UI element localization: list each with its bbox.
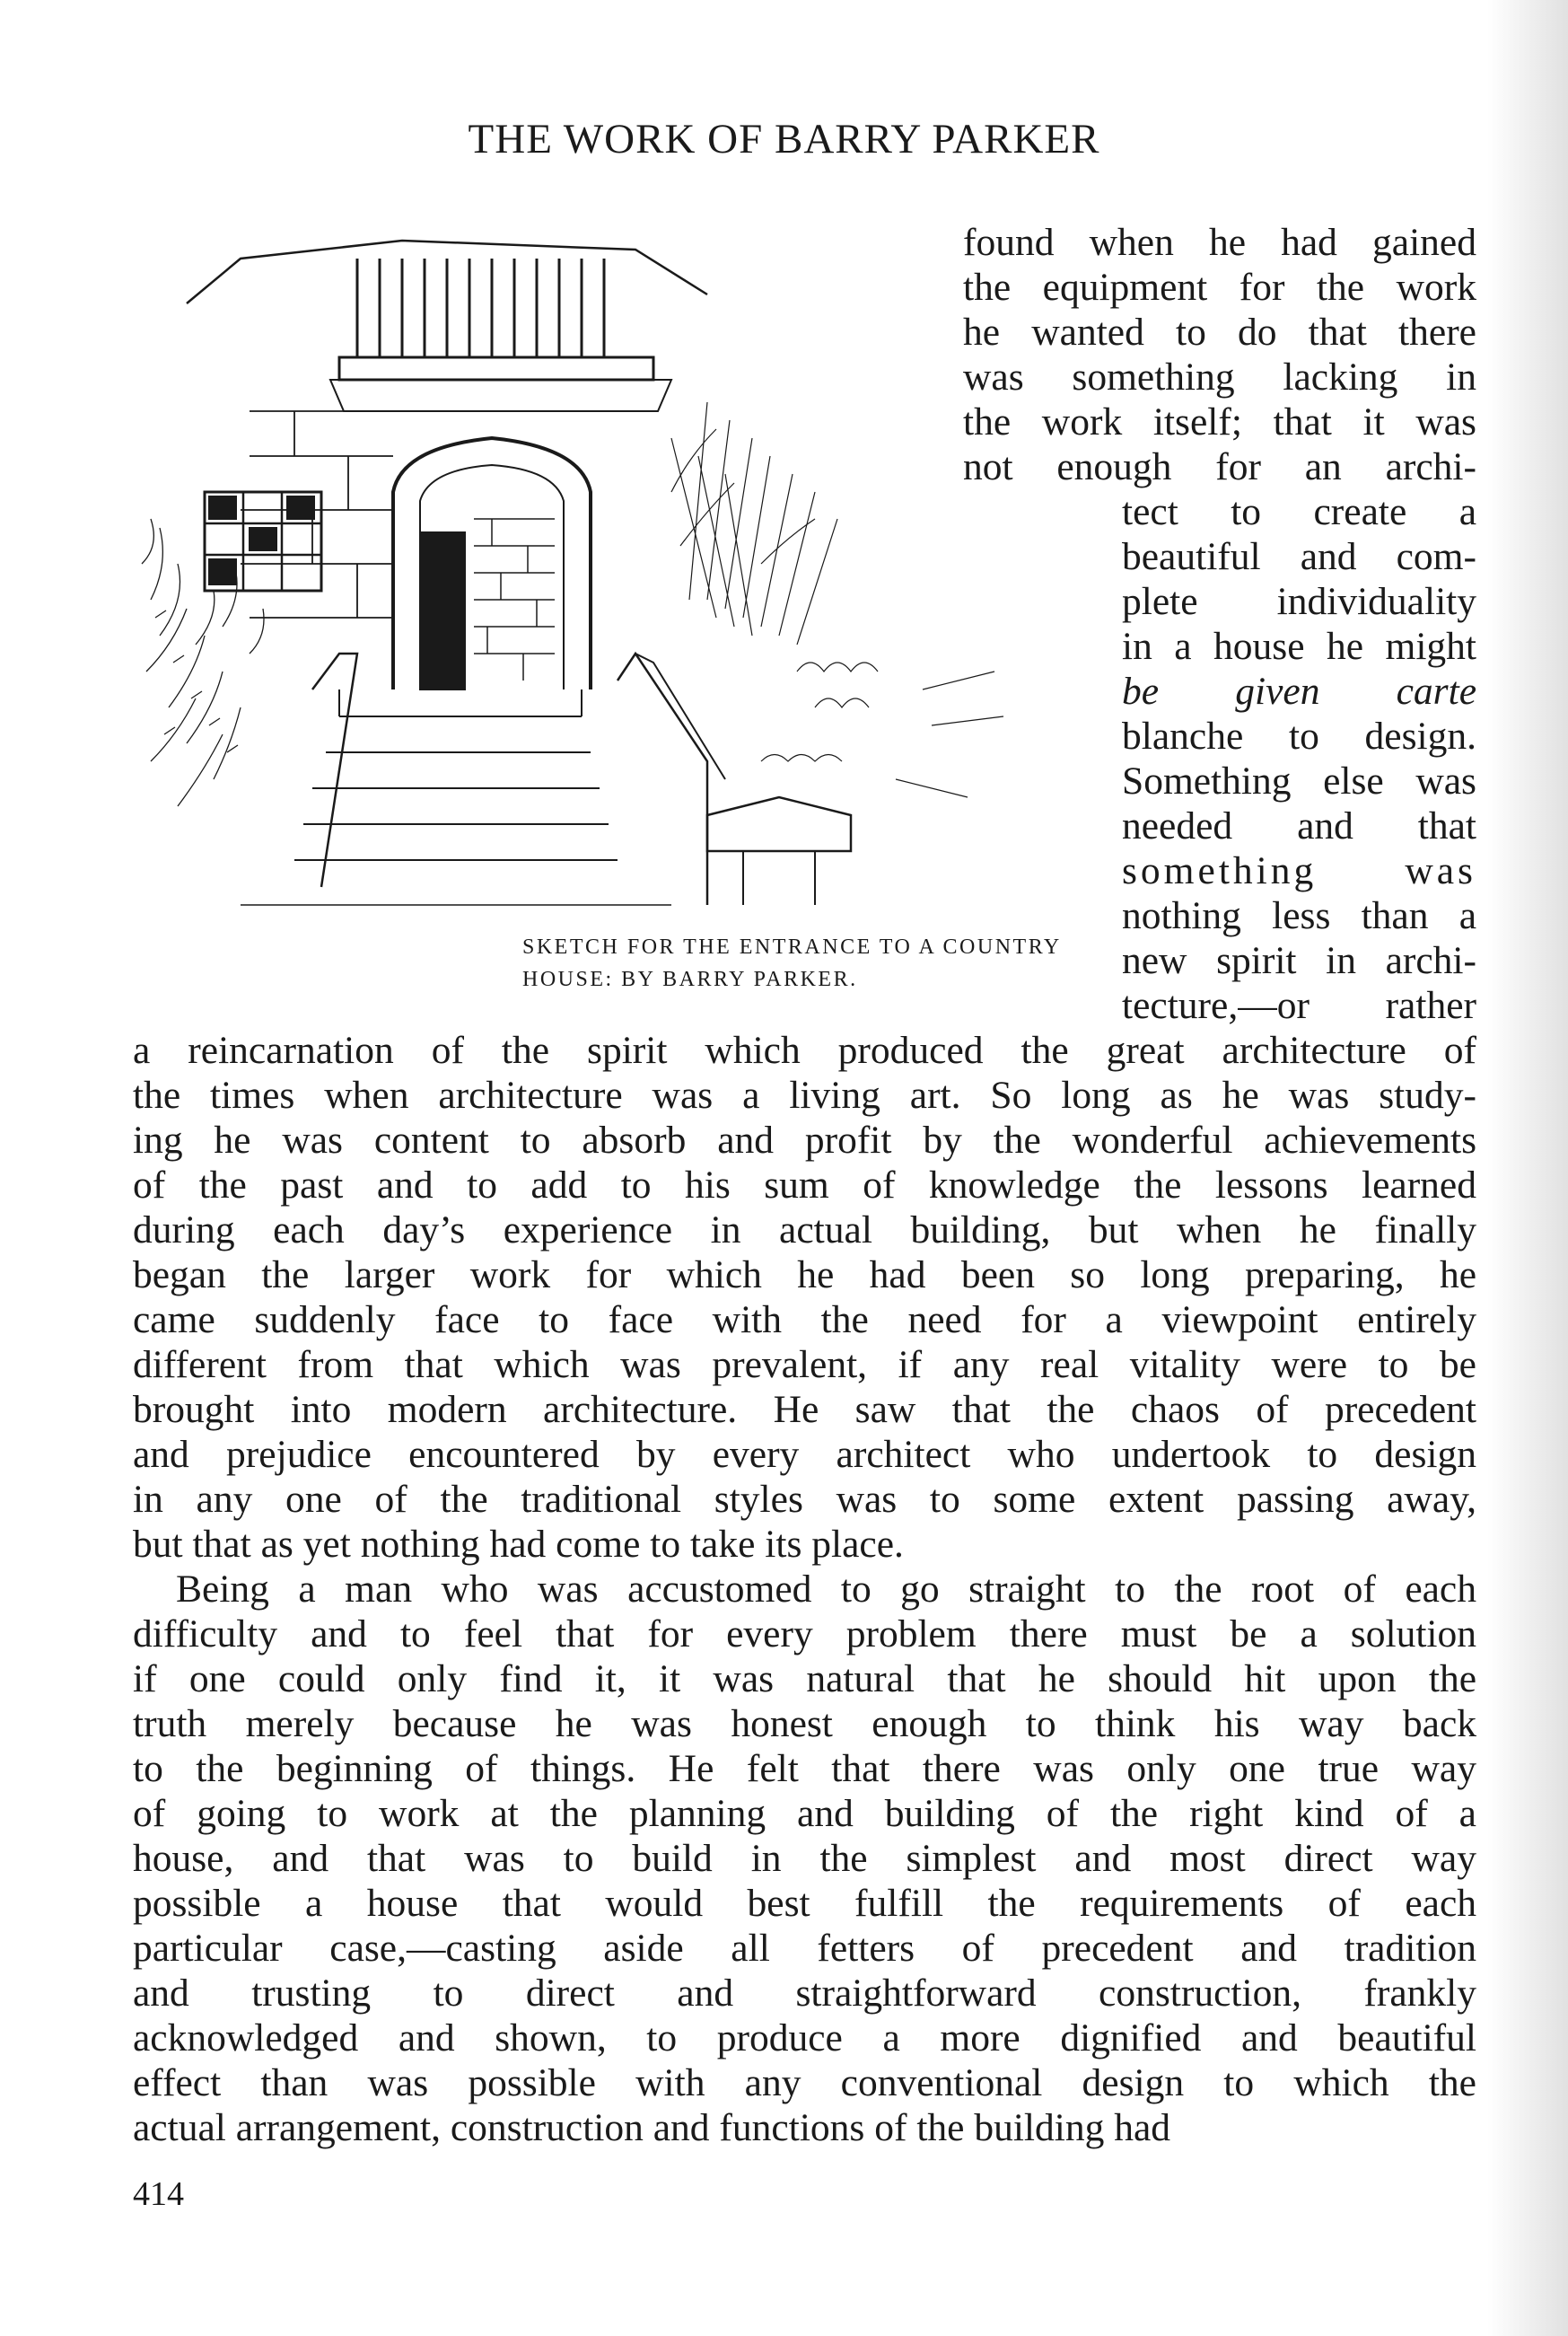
text-line: nothing less than a — [1122, 894, 1476, 937]
text-line: not enough for an archi- — [963, 445, 1476, 488]
text-line: of going to work at the planning and building of the right kind of a — [133, 1792, 1476, 1835]
text-line: something was — [1122, 849, 1476, 892]
text-line: possible a house that would best fulfill the requirements of each — [133, 1882, 1476, 1925]
caption-line: SKETCH FOR THE ENTRANCE TO A COUNTRY — [522, 935, 1062, 959]
text-line: be given carte — [1122, 670, 1476, 713]
text-line: effect than was possible with any conventional design to which the — [133, 2061, 1476, 2104]
text-line: house, and that was to build in the simplest and most direct way — [133, 1837, 1476, 1880]
text-line: the times when architecture was a living art. So long as he was study- — [133, 1074, 1476, 1117]
text-line: tect to create a — [1122, 490, 1476, 533]
text-line: truth merely because he was honest enough to think his way back — [133, 1702, 1476, 1745]
text-line: began the larger work for which he had been so long preparing, he — [133, 1253, 1476, 1296]
page-edge-shadow — [1487, 0, 1568, 2336]
text-line: plete individuality — [1122, 580, 1476, 623]
text-line: but that as yet nothing had come to take its place. — [133, 1523, 904, 1566]
running-head: THE WORK OF BARRY PARKER — [468, 116, 1100, 162]
text-line: particular case,—casting aside all fetters of precedent and tradition — [133, 1927, 1476, 1970]
text-line: different from that which was prevalent, if any real vitality were to be — [133, 1343, 1476, 1386]
text-line: tecture,—or rather — [1122, 984, 1476, 1027]
text-line: he wanted to do that there — [963, 311, 1476, 354]
text-line: if one could only find it, it was natural that he should hit upon the — [133, 1657, 1476, 1700]
text-line: new spirit in archi- — [1122, 939, 1476, 982]
text-line: found when he had gained — [963, 221, 1476, 264]
text-line: Being a man who was accustomed to go straight to the root of each — [176, 1568, 1476, 1611]
text-line: actual arrangement, construction and functions of the building had — [133, 2106, 1171, 2149]
text-line: Something else was — [1122, 760, 1476, 803]
text-line: difficulty and to feel that for every problem there must be a solution — [133, 1612, 1476, 1655]
page-number: 414 — [133, 2175, 184, 2213]
text-line: was something lacking in — [963, 356, 1476, 399]
text-line: in any one of the traditional styles was to some extent passing away, — [133, 1478, 1476, 1521]
text-line: and prejudice encountered by every architect who undertook to design — [133, 1433, 1476, 1476]
text-line: the work itself; that it was — [963, 400, 1476, 443]
caption-line: HOUSE: BY BARRY PARKER. — [522, 968, 858, 991]
text-line: brought into modern architecture. He saw that the chaos of precedent — [133, 1388, 1476, 1431]
text-line: ing he was content to absorb and profit by the wonderful achievements — [133, 1119, 1476, 1162]
text-line: needed and that — [1122, 804, 1476, 847]
text-line: to the beginning of things. He felt that there was only one true way — [133, 1747, 1476, 1790]
text-line: blanche to design. — [1122, 715, 1476, 758]
figure-caption — [522, 931, 1151, 996]
text-line: a reincarnation of the spirit which produced the great architecture of — [133, 1029, 1476, 1072]
text-line: during each day’s experience in actual building, but when he finally — [133, 1208, 1476, 1251]
text-line: in a house he might — [1122, 625, 1476, 668]
text-line: and trusting to direct and straightforward construction, frankly — [133, 1972, 1476, 2015]
text-line: beautiful and com- — [1122, 535, 1476, 578]
text-line: came suddenly face to face with the need for a viewpoint entirely — [133, 1298, 1476, 1341]
text-line: of the past and to add to his sum of knowledge the lessons learned — [133, 1164, 1476, 1207]
text-line: acknowledged and shown, to produce a more dignified and beautiful — [133, 2016, 1476, 2059]
entrance-sketch-illustration — [133, 223, 1030, 923]
text-line: the equipment for the work — [963, 266, 1476, 309]
